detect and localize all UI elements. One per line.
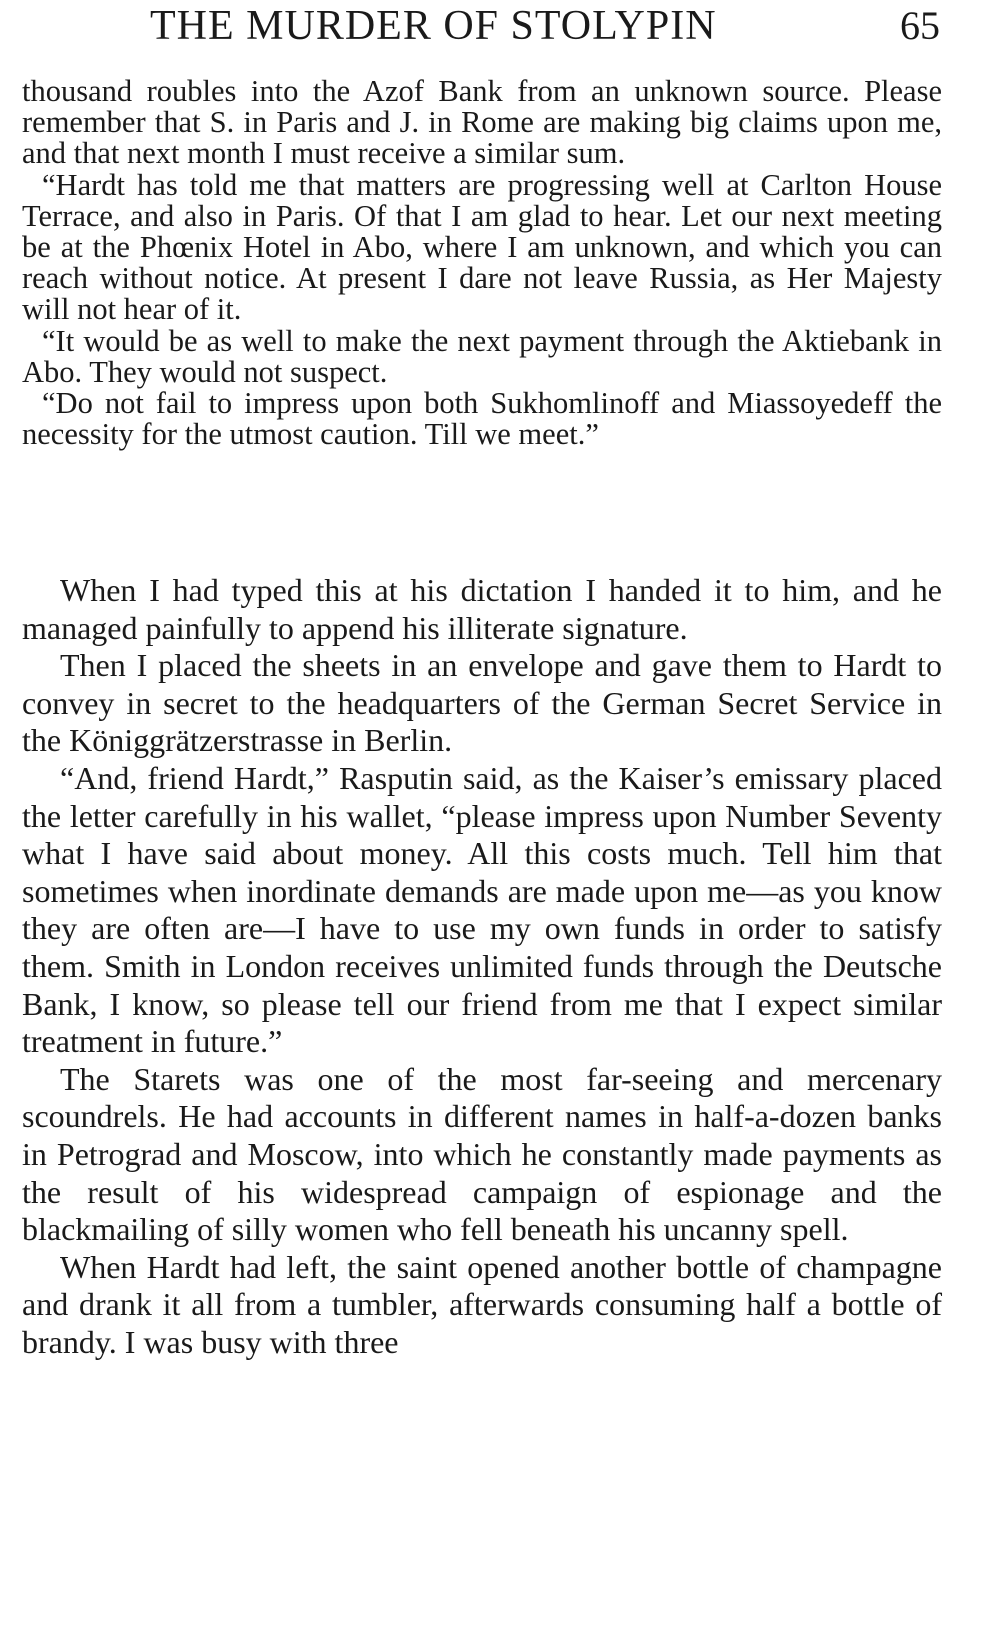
page-number: 65 — [900, 3, 940, 48]
narrative-paragraph: When Hardt had left, the saint opened another bottle of champagne and drank it all from a tumbler, afterwards consuming half a bottle of brandy. I was busy with three — [22, 1248, 942, 1360]
narrative-paragraph: When I had typed this at his dictation I handed it to him, and he managed painfully to append his illiterate signature. — [22, 572, 942, 646]
letter-paragraph: thousand roubles into the Azof Bank from an unknown source. Please remember that S. in Paris and J. in Rome are making big claims upon me, and that next month I must receive a similar sum. — [22, 74, 942, 171]
narrative-paragraph: “And, friend Hardt,” Rasputin said, as the Kaiser’s emissary placed the letter carefully in his wallet, “please impress upon Number Seventy what I have said about money. All this costs much. Tell him that sometimes when inordinate demands are made upon me—as you know they are often are—I have to use my own funds in order to satisfy them. Smith in London receives unlimited funds through the Deutsche Bank, I know, so please tell our friend from me that I expect similar treatment in future.” — [22, 759, 942, 1060]
narrative-paragraph: Then I placed the sheets in an envelope and gave them to Hardt to convey in secret to the headquarters of the German Secret Service in the Königgrätzerstrasse in Berlin. — [22, 647, 942, 759]
letter-paragraph: “Hardt has told me that matters are progressing well at Carlton House Terrace, and also in Paris. Of that I am glad to hear. Let our next meeting be at the Phœnix Hotel in Abo, where I am unknown, and which you can reach without notice. At present I dare not leave Russia, as Her Majesty will not hear of it. — [22, 167, 942, 327]
letter-paragraph: “Do not fail to impress upon both Sukhomlinoff and Miassoyedeff the necessity for the utmost caution. Till we meet.” — [22, 386, 942, 452]
letter-paragraph: “It would be as well to make the next payment through the Aktiebank in Abo. They would not suspect. — [22, 323, 942, 389]
narrative-paragraph: The Starets was one of the most far-seeing and mercenary scoundrels. He had accounts in different names in half-a-dozen banks in Petrograd and Moscow, into which he constantly made payments as the result of his widespread campaign of espionage and the blackmailing of silly women who fell beneath his uncanny spell. — [22, 1060, 942, 1248]
quoted-letter — [22, 76, 942, 450]
running-title: THE MURDER OF STOLYPIN — [150, 3, 717, 49]
running-head — [150, 2, 940, 52]
narrative-text — [22, 572, 942, 1361]
